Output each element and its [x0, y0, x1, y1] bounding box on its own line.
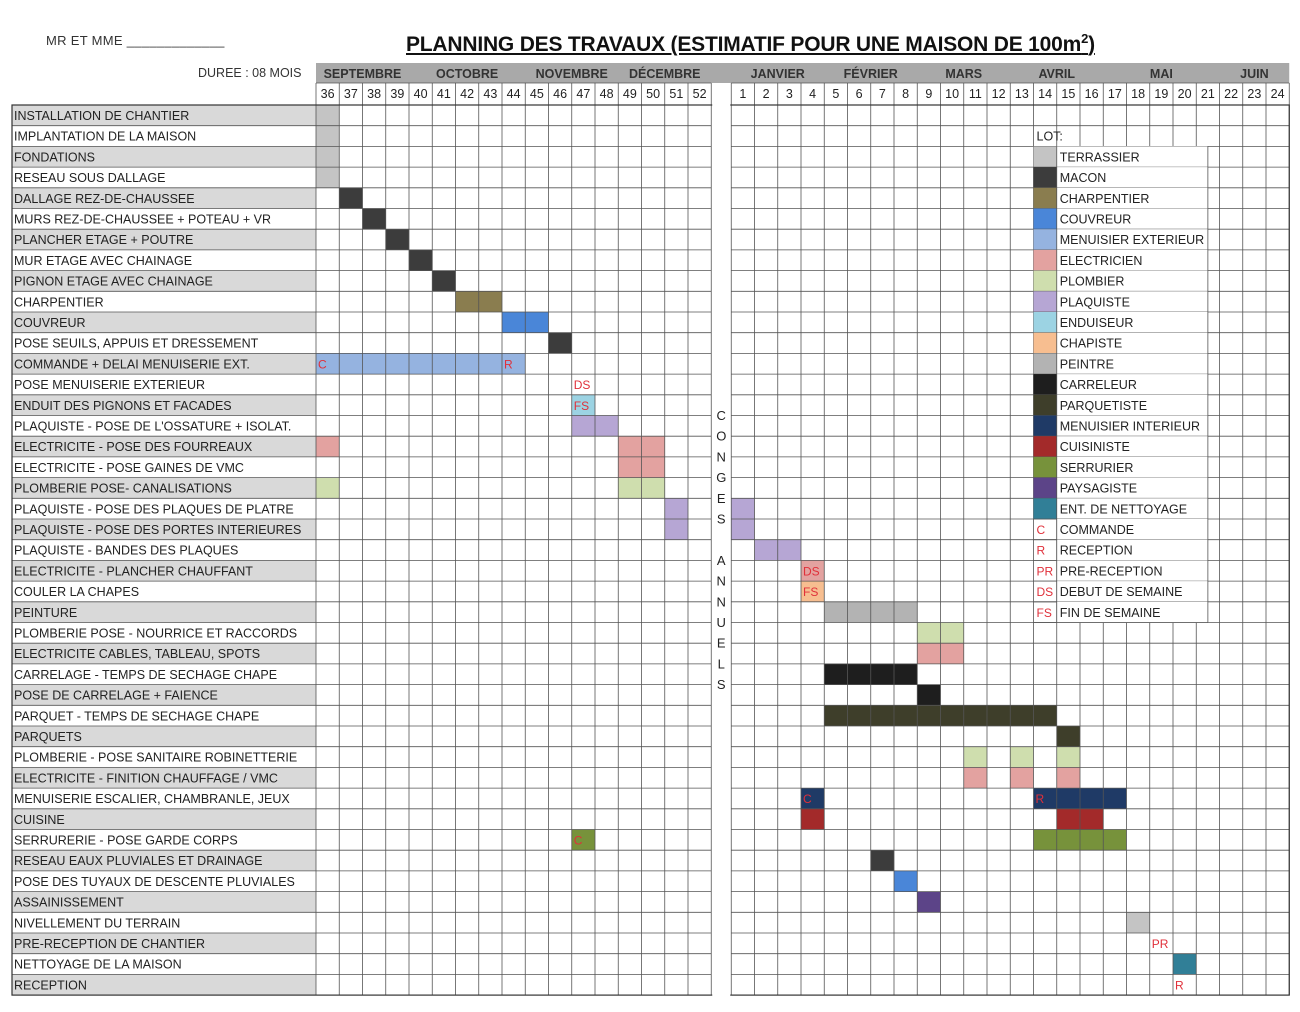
week-number: 1	[739, 87, 747, 101]
legend-label: COUVREUR	[1059, 212, 1132, 227]
legend-swatch	[1034, 271, 1057, 292]
task-code: FS	[803, 585, 819, 600]
legend-swatch	[1034, 498, 1057, 519]
week-number: 38	[367, 87, 382, 101]
week-number: 16	[1084, 87, 1099, 101]
task-bar	[1010, 767, 1033, 788]
conges-letter: N	[716, 594, 726, 610]
legend-swatch	[1034, 374, 1057, 395]
task-bar	[848, 705, 871, 726]
task-bar	[642, 478, 665, 499]
week-number: 15	[1061, 87, 1076, 101]
week-number: 24	[1270, 87, 1285, 101]
task-code: C	[803, 792, 812, 807]
task-code: C	[573, 833, 583, 848]
legend-label: ENDUISEUR	[1059, 316, 1134, 330]
week-number: 49	[622, 87, 637, 101]
task-bar	[1057, 809, 1080, 830]
conges-letter: E	[716, 490, 726, 506]
task-label: ELECTRICITE - POSE GAINES DE VMC	[14, 460, 244, 475]
legend-code: PR	[1036, 564, 1054, 579]
title-text: PLANNING DES TRAVAUX (ESTIMATIF POUR UNE MAISON DE 100m	[406, 33, 1082, 56]
task-bar	[778, 540, 801, 561]
task-bar	[1034, 830, 1057, 851]
task-code: DS	[803, 564, 820, 579]
legend-title: LOT:	[1036, 129, 1063, 144]
legend-label: DEBUT DE SEMAINE	[1059, 585, 1183, 600]
task-bar	[731, 498, 754, 519]
task-code: FS	[573, 398, 590, 413]
task-bar	[1127, 912, 1150, 933]
task-bar	[871, 664, 894, 685]
week-number: 44	[506, 87, 521, 101]
legend-label: MENUISIER INTERIEUR	[1059, 419, 1201, 434]
legend-swatch	[1034, 250, 1057, 271]
conges-letter: A	[716, 552, 726, 568]
task-label: ENDUIT DES PIGNONS ET FACADES	[14, 398, 232, 413]
task-bar	[316, 126, 339, 147]
task-code: R	[1035, 792, 1045, 807]
legend-label: FIN DE SEMAINE	[1059, 605, 1161, 620]
task-bar	[316, 167, 339, 188]
task-label: PIGNON ETAGE AVEC CHAINAGE	[14, 274, 213, 289]
title-superscript: 2	[1081, 31, 1089, 46]
task-label: RESEAU SOUS DALLAGE	[14, 171, 166, 186]
task-label: PLAQUISTE - BANDES DES PLAQUES	[14, 543, 239, 558]
week-number: 5	[832, 87, 840, 101]
month-label: JANVIER	[750, 67, 805, 81]
task-label: CUISINE	[14, 812, 65, 827]
task-label: COUVREUR	[14, 316, 86, 330]
legend-code: DS	[1036, 585, 1054, 600]
legend-label: MENUISIER EXTERIEUR	[1059, 233, 1205, 248]
conges-letter: C	[716, 408, 726, 423]
task-label: RECEPTION	[14, 978, 87, 993]
task-bar	[595, 416, 618, 437]
task-label: INSTALLATION DE CHANTIER	[14, 109, 190, 123]
legend-code: C	[1036, 523, 1046, 537]
task-label: ELECTRICITE - FINITION CHAUFFAGE / VMC	[14, 771, 278, 786]
task-code: PR	[1151, 937, 1169, 951]
task-label: PLOMBERIE - POSE SANITAIRE ROBINETTERIE	[14, 750, 298, 765]
conges-letter: N	[716, 449, 726, 465]
task-bar	[618, 457, 641, 478]
task-label: ASSAINISSEMENT	[14, 895, 124, 910]
legend-swatch	[1034, 395, 1057, 416]
task-bar	[316, 146, 339, 167]
task-bar	[917, 643, 940, 664]
month-label: SEPTEMBRE	[323, 67, 402, 81]
legend-swatch	[1034, 478, 1057, 499]
task-code: DS	[573, 378, 591, 393]
task-bar	[917, 892, 940, 913]
legend-code: R	[1036, 543, 1046, 558]
legend-swatch	[1034, 146, 1057, 167]
conges-letter: G	[716, 470, 727, 486]
task-bar	[894, 705, 917, 726]
legend-label: ENT. DE NETTOYAGE	[1059, 502, 1188, 517]
task-bar	[363, 209, 386, 230]
week-number: 10	[945, 87, 960, 101]
task-bar	[363, 353, 386, 374]
title-end: )	[1088, 33, 1095, 56]
month-label: MAI	[1149, 67, 1173, 81]
task-bar	[871, 705, 894, 726]
week-number: 45	[529, 87, 544, 101]
task-bar	[731, 519, 754, 540]
month-label: MARS	[945, 67, 983, 81]
client-name-field: MR ET MME _____________	[46, 33, 225, 48]
task-code: R	[1175, 978, 1184, 993]
task-label: COULER LA CHAPES	[14, 585, 140, 600]
task-label: PLOMBERIE POSE- CANALISATIONS	[14, 481, 232, 496]
week-number: 3	[785, 87, 793, 101]
task-bar	[964, 767, 987, 788]
task-label: PRE-RECEPTION DE CHANTIER	[14, 937, 205, 951]
task-bar	[917, 623, 940, 644]
task-bar	[941, 643, 964, 664]
task-bar	[502, 312, 525, 333]
week-number: 52	[692, 87, 707, 101]
task-label: POSE DE CARRELAGE + FAIENCE	[14, 688, 218, 703]
legend-label: PEINTRE	[1059, 357, 1114, 372]
conges-gap	[712, 103, 730, 997]
task-bar	[642, 436, 665, 457]
task-label: PLAQUISTE - POSE DE L'OSSATURE + ISOLAT.	[14, 419, 292, 434]
week-number: 42	[460, 87, 475, 101]
month-label: DÉCEMBRE	[628, 67, 701, 81]
legend-swatch	[1034, 291, 1057, 312]
task-label: NIVELLEMENT DU TERRAIN	[14, 916, 181, 931]
legend-label: COMMANDE	[1059, 523, 1135, 537]
week-number: 9	[925, 87, 933, 101]
legend-label: MACON	[1059, 171, 1107, 186]
task-bar	[1080, 788, 1103, 809]
task-bar	[432, 353, 455, 374]
task-bar	[964, 747, 987, 768]
week-number: 46	[553, 87, 568, 101]
week-number: 7	[878, 87, 886, 101]
week-number: 23	[1247, 87, 1262, 101]
week-number: 20	[1177, 87, 1192, 101]
task-label: PLOMBERIE POSE - NOURRICE ET RACCORDS	[14, 626, 298, 641]
month-label: OCTOBRE	[435, 67, 499, 81]
task-bar	[665, 519, 688, 540]
task-bar	[941, 623, 964, 644]
lot-legend	[1034, 130, 1208, 623]
legend-label: PARQUETISTE	[1059, 398, 1148, 413]
task-label: PLAQUISTE - POSE DES PORTES INTERIEURES	[14, 523, 302, 537]
task-bar	[525, 312, 548, 333]
duration-label: DUREE : 08 MOIS	[198, 66, 302, 80]
legend-swatch	[1034, 312, 1057, 333]
week-number: 41	[436, 87, 451, 101]
legend-swatch	[1034, 229, 1057, 250]
task-label: MENUISERIE ESCALIER, CHAMBRANLE, JEUX	[14, 792, 290, 807]
task-bar	[848, 664, 871, 685]
task-label: MUR ETAGE AVEC CHAINAGE	[14, 253, 193, 268]
month-label: NOVEMBRE	[535, 67, 608, 81]
week-number: 18	[1131, 87, 1146, 101]
task-bar	[871, 850, 894, 871]
week-number: 40	[413, 87, 428, 101]
task-bar	[642, 457, 665, 478]
task-bar	[917, 705, 940, 726]
week-number: 21	[1200, 87, 1215, 101]
task-label: PEINTURE	[14, 605, 78, 620]
task-bar	[618, 478, 641, 499]
legend-label: CHARPENTIER	[1059, 191, 1150, 206]
conges-letter: E	[716, 635, 726, 651]
task-bar	[894, 602, 917, 623]
task-bar	[339, 188, 362, 209]
task-label: ELECTRICITE - POSE DES FOURREAUX	[14, 440, 253, 455]
task-bar	[824, 602, 847, 623]
legend-swatch	[1034, 436, 1057, 457]
legend-swatch	[1034, 209, 1057, 230]
week-number: 50	[646, 87, 661, 101]
legend-label: ELECTRICIEN	[1059, 253, 1143, 268]
legend-code: FS	[1036, 605, 1052, 620]
week-number: 17	[1107, 87, 1122, 101]
task-bar	[1057, 747, 1080, 768]
week-header	[316, 63, 1289, 101]
task-label: MURS REZ-DE-CHAUSSEE + POTEAU + VR	[14, 212, 271, 227]
task-label: PLAQUISTE - POSE DES PLAQUES DE PLATRE	[14, 502, 294, 517]
task-label: RESEAU EAUX PLUVIALES ET DRAINAGE	[14, 854, 263, 869]
week-number: 37	[343, 87, 358, 101]
legend-swatch	[1034, 167, 1057, 188]
task-label-column	[12, 105, 316, 995]
task-label: POSE MENUISERIE EXTERIEUR	[14, 378, 206, 393]
week-number: 14	[1038, 87, 1053, 101]
task-bar	[964, 705, 987, 726]
legend-label: RECEPTION	[1059, 543, 1133, 558]
task-label: IMPLANTATION DE LA MAISON	[14, 129, 197, 144]
task-bar	[824, 664, 847, 685]
task-bar	[848, 602, 871, 623]
task-bar	[316, 478, 339, 499]
legend-label: TERRASSIER	[1059, 150, 1140, 165]
legend-swatch	[1034, 353, 1057, 374]
task-bar	[386, 229, 409, 250]
month-label: JUIN	[1240, 67, 1269, 81]
week-number: 43	[483, 87, 498, 101]
week-number: 6	[855, 87, 863, 101]
week-number: 2	[762, 87, 770, 101]
task-label: PARQUETS	[14, 730, 82, 744]
conges-letter: L	[717, 656, 725, 672]
task-bar	[1080, 809, 1103, 830]
conges-letter: S	[716, 677, 726, 693]
task-bar	[386, 353, 409, 374]
task-code: R	[504, 357, 513, 372]
task-bar	[824, 705, 847, 726]
task-bar	[316, 436, 339, 457]
legend-label: PLOMBIER	[1059, 274, 1125, 289]
week-number: 11	[968, 87, 982, 101]
task-bar	[1034, 705, 1057, 726]
legend-swatch	[1034, 188, 1057, 209]
task-bar	[572, 416, 595, 437]
task-bar	[1057, 726, 1080, 747]
task-bar	[1103, 830, 1126, 851]
task-bar	[339, 353, 362, 374]
task-label: ELECTRICITE - PLANCHER CHAUFFANT	[14, 564, 253, 579]
task-code: C	[318, 357, 327, 372]
task-bar	[871, 602, 894, 623]
task-label: COMMANDE + DELAI MENUISERIE EXT.	[14, 357, 250, 372]
legend-swatch	[1034, 333, 1057, 354]
task-bar	[1080, 830, 1103, 851]
task-label: CARRELAGE - TEMPS DE SECHAGE CHAPE	[14, 667, 278, 682]
task-label: POSE SEUILS, APPUIS ET DRESSEMENT	[14, 336, 259, 351]
task-bar	[1057, 767, 1080, 788]
conges-letter: O	[716, 428, 727, 444]
task-label: CHARPENTIER	[14, 295, 104, 310]
task-bar	[1057, 788, 1080, 809]
task-bar	[1057, 830, 1080, 851]
legend-label: PRE-RECEPTION	[1059, 564, 1163, 579]
task-label: PLANCHER ETAGE + POUTRE	[14, 233, 194, 248]
week-number: 12	[991, 87, 1006, 101]
week-number: 36	[320, 87, 335, 101]
task-bar	[409, 250, 432, 271]
task-bar	[479, 353, 502, 374]
task-bar	[894, 871, 917, 892]
task-bar	[987, 705, 1010, 726]
task-bar	[549, 333, 572, 354]
task-label: POSE DES TUYAUX DE DESCENTE PLUVIALES	[14, 874, 295, 889]
task-bar	[941, 705, 964, 726]
month-label: AVRIL	[1038, 67, 1076, 81]
task-bar	[1010, 705, 1033, 726]
conges-letter: U	[716, 615, 726, 630]
week-number: 47	[576, 87, 591, 101]
task-bar	[917, 685, 940, 706]
legend-label: PLAQUISTE	[1059, 295, 1130, 310]
legend-label: CUISINISTE	[1059, 440, 1130, 455]
week-number: 51	[669, 87, 684, 101]
task-bar	[665, 498, 688, 519]
task-bar	[618, 436, 641, 457]
legend-label: CHAPISTE	[1059, 336, 1123, 351]
legend-swatch	[1034, 457, 1057, 478]
task-bar	[1173, 954, 1196, 975]
task-label: ELECTRICITE CABLES, TABLEAU, SPOTS	[14, 647, 261, 662]
task-bar	[1103, 788, 1126, 809]
task-bar	[801, 809, 824, 830]
legend-label: CARRELEUR	[1059, 378, 1137, 393]
task-bar	[1010, 747, 1033, 768]
task-bar	[479, 291, 502, 312]
task-label: NETTOYAGE DE LA MAISON	[14, 957, 182, 972]
week-number: 19	[1154, 87, 1169, 101]
week-number: 4	[809, 87, 817, 101]
week-number: 22	[1224, 87, 1239, 101]
task-label: PARQUET - TEMPS DE SECHAGE CHAPE	[14, 709, 260, 724]
legend-label: PAYSAGISTE	[1059, 481, 1138, 496]
week-number: 13	[1014, 87, 1029, 101]
conges-letter: N	[716, 573, 726, 589]
task-label: DALLAGE REZ-DE-CHAUSSEE	[14, 191, 195, 206]
legend-swatch	[1034, 416, 1057, 437]
task-bar	[456, 353, 479, 374]
task-label: FONDATIONS	[14, 150, 96, 165]
task-bar	[316, 105, 339, 126]
task-bar	[432, 271, 455, 292]
week-number: 39	[390, 87, 405, 101]
conges-letter: S	[716, 511, 726, 527]
task-bar	[755, 540, 778, 561]
week-number: 48	[599, 87, 614, 101]
task-label: SERRURERIE - POSE GARDE CORPS	[14, 833, 238, 848]
task-bar	[456, 291, 479, 312]
week-number: 8	[902, 87, 910, 101]
legend-label: SERRURIER	[1059, 460, 1134, 475]
month-label: FÉVRIER	[843, 67, 898, 81]
task-bar	[894, 664, 917, 685]
task-bar	[409, 353, 432, 374]
